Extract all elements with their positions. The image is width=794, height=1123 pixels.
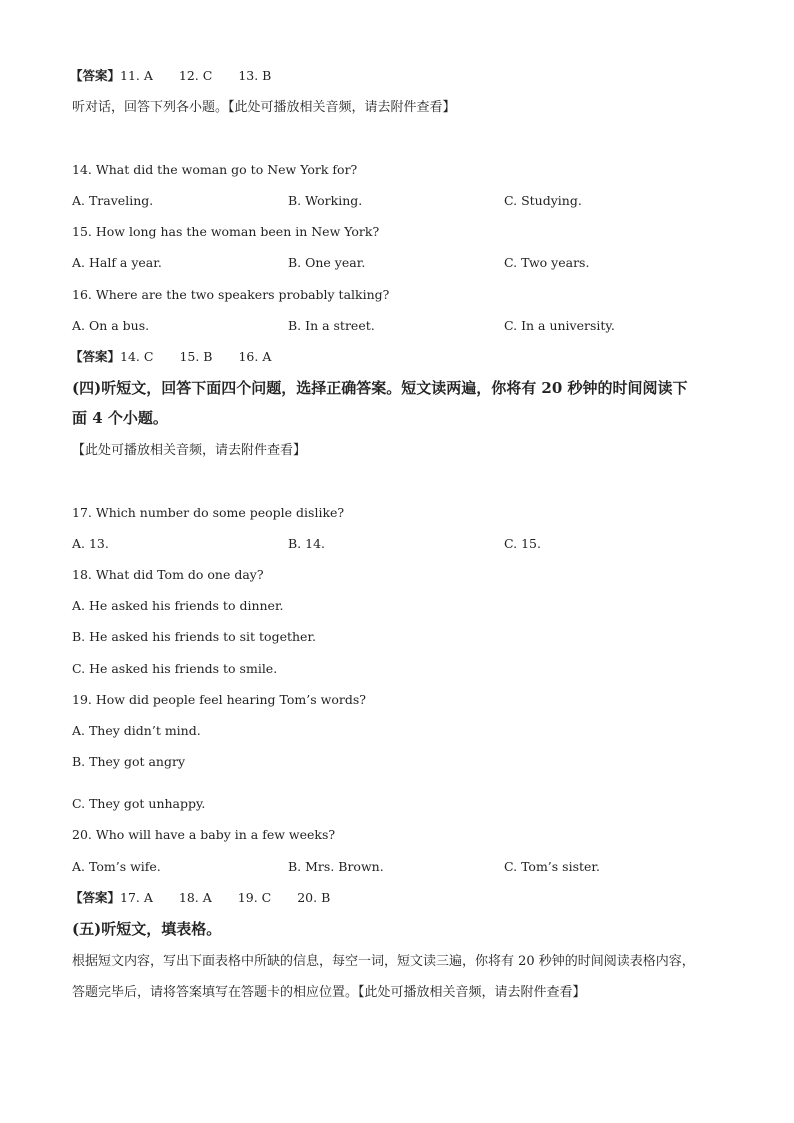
q16-option-a: A. On a bus. xyxy=(72,318,150,333)
dialogue-instructions: 听对话，回答下列各小题。【此处可播放相关音频，请去附件查看】 xyxy=(72,100,456,115)
answer-item: 14. C xyxy=(120,349,154,364)
section-4-heading-line2: 面 4 个小题。 xyxy=(72,409,168,427)
q20-option-a: A. Tom’s wife. xyxy=(72,859,161,874)
q20-option-b: B. Mrs. Brown. xyxy=(288,859,384,874)
q17-option-b: B. 14. xyxy=(288,536,326,551)
answer-item: 11. A xyxy=(120,68,153,83)
question-15: 15. How long has the woman been in New York? xyxy=(72,224,380,239)
answer-item: 19. C xyxy=(237,890,272,905)
q16-option-b: B. In a street. xyxy=(288,318,375,333)
q15-option-c: C. Two years. xyxy=(504,255,590,270)
q20-option-c: C. Tom’s sister. xyxy=(504,859,600,874)
answer-item: 16. A xyxy=(238,349,272,364)
answer-label: 【答案】 xyxy=(70,349,121,364)
section-4-heading-line1: (四)听短文，回答下面四个问题，选择正确答案。短文读两遍，你将有 20 秒钟的时间阅读下 xyxy=(72,379,688,397)
question-20: 20. Who will have a baby in a few weeks? xyxy=(72,827,336,842)
q14-option-b: B. Working. xyxy=(288,193,363,208)
question-18: 18. What did Tom do one day? xyxy=(72,567,264,582)
answer-item: 17. A xyxy=(120,890,153,905)
answer-item: 18. A xyxy=(178,890,212,905)
answer-label: 【答案】 xyxy=(70,68,121,83)
q19-option-c: C. They got unhappy. xyxy=(72,796,206,811)
answer-line-17-20 xyxy=(72,890,356,906)
q14-option-c: C. Studying. xyxy=(504,193,582,208)
q18-option-a: A. He asked his friends to dinner. xyxy=(72,598,284,613)
q15-option-a: A. Half a year. xyxy=(72,255,162,270)
q18-option-c: C. He asked his friends to smile. xyxy=(72,661,278,676)
section-5-heading: (五)听短文，填表格。 xyxy=(72,920,222,938)
answer-line-14-16 xyxy=(72,349,297,365)
q16-option-c: C. In a university. xyxy=(504,318,615,333)
answer-item: 12. C xyxy=(178,68,213,83)
answer-item: 15. B xyxy=(179,349,213,364)
q19-option-b: B. They got angry xyxy=(72,754,186,769)
q15-option-b: B. One year. xyxy=(288,255,366,270)
q17-option-a: A. 13. xyxy=(72,536,109,551)
question-19: 19. How did people feel hearing Tom’s words? xyxy=(72,692,366,707)
section-5-instructions-line2: 答题完毕后，请将答案填写在答题卡的相应位置。【此处可播放相关音频，请去附件查看】 xyxy=(72,985,586,1000)
answer-label: 【答案】 xyxy=(70,890,121,905)
answer-line-11-13 xyxy=(72,68,297,84)
q19-option-a: A. They didn’t mind. xyxy=(72,723,201,738)
question-14: 14. What did the woman go to New York for? xyxy=(72,162,358,177)
section-4-audio-note: 【此处可播放相关音频，请去附件查看】 xyxy=(72,443,307,458)
q18-option-b: B. He asked his friends to sit together. xyxy=(72,629,317,644)
answer-item: 13. B xyxy=(238,68,272,83)
question-16: 16. Where are the two speakers probably talking? xyxy=(72,287,390,302)
q17-option-c: C. 15. xyxy=(504,536,541,551)
question-17: 17. Which number do some people dislike? xyxy=(72,505,345,520)
q14-option-a: A. Traveling. xyxy=(72,193,154,208)
section-5-instructions-line1: 根据短文内容，写出下面表格中所缺的信息，每空一词，短文读三遍，你将有 20 秒钟的时间阅读表格内容， xyxy=(72,954,695,969)
answer-item: 20. B xyxy=(297,890,331,905)
